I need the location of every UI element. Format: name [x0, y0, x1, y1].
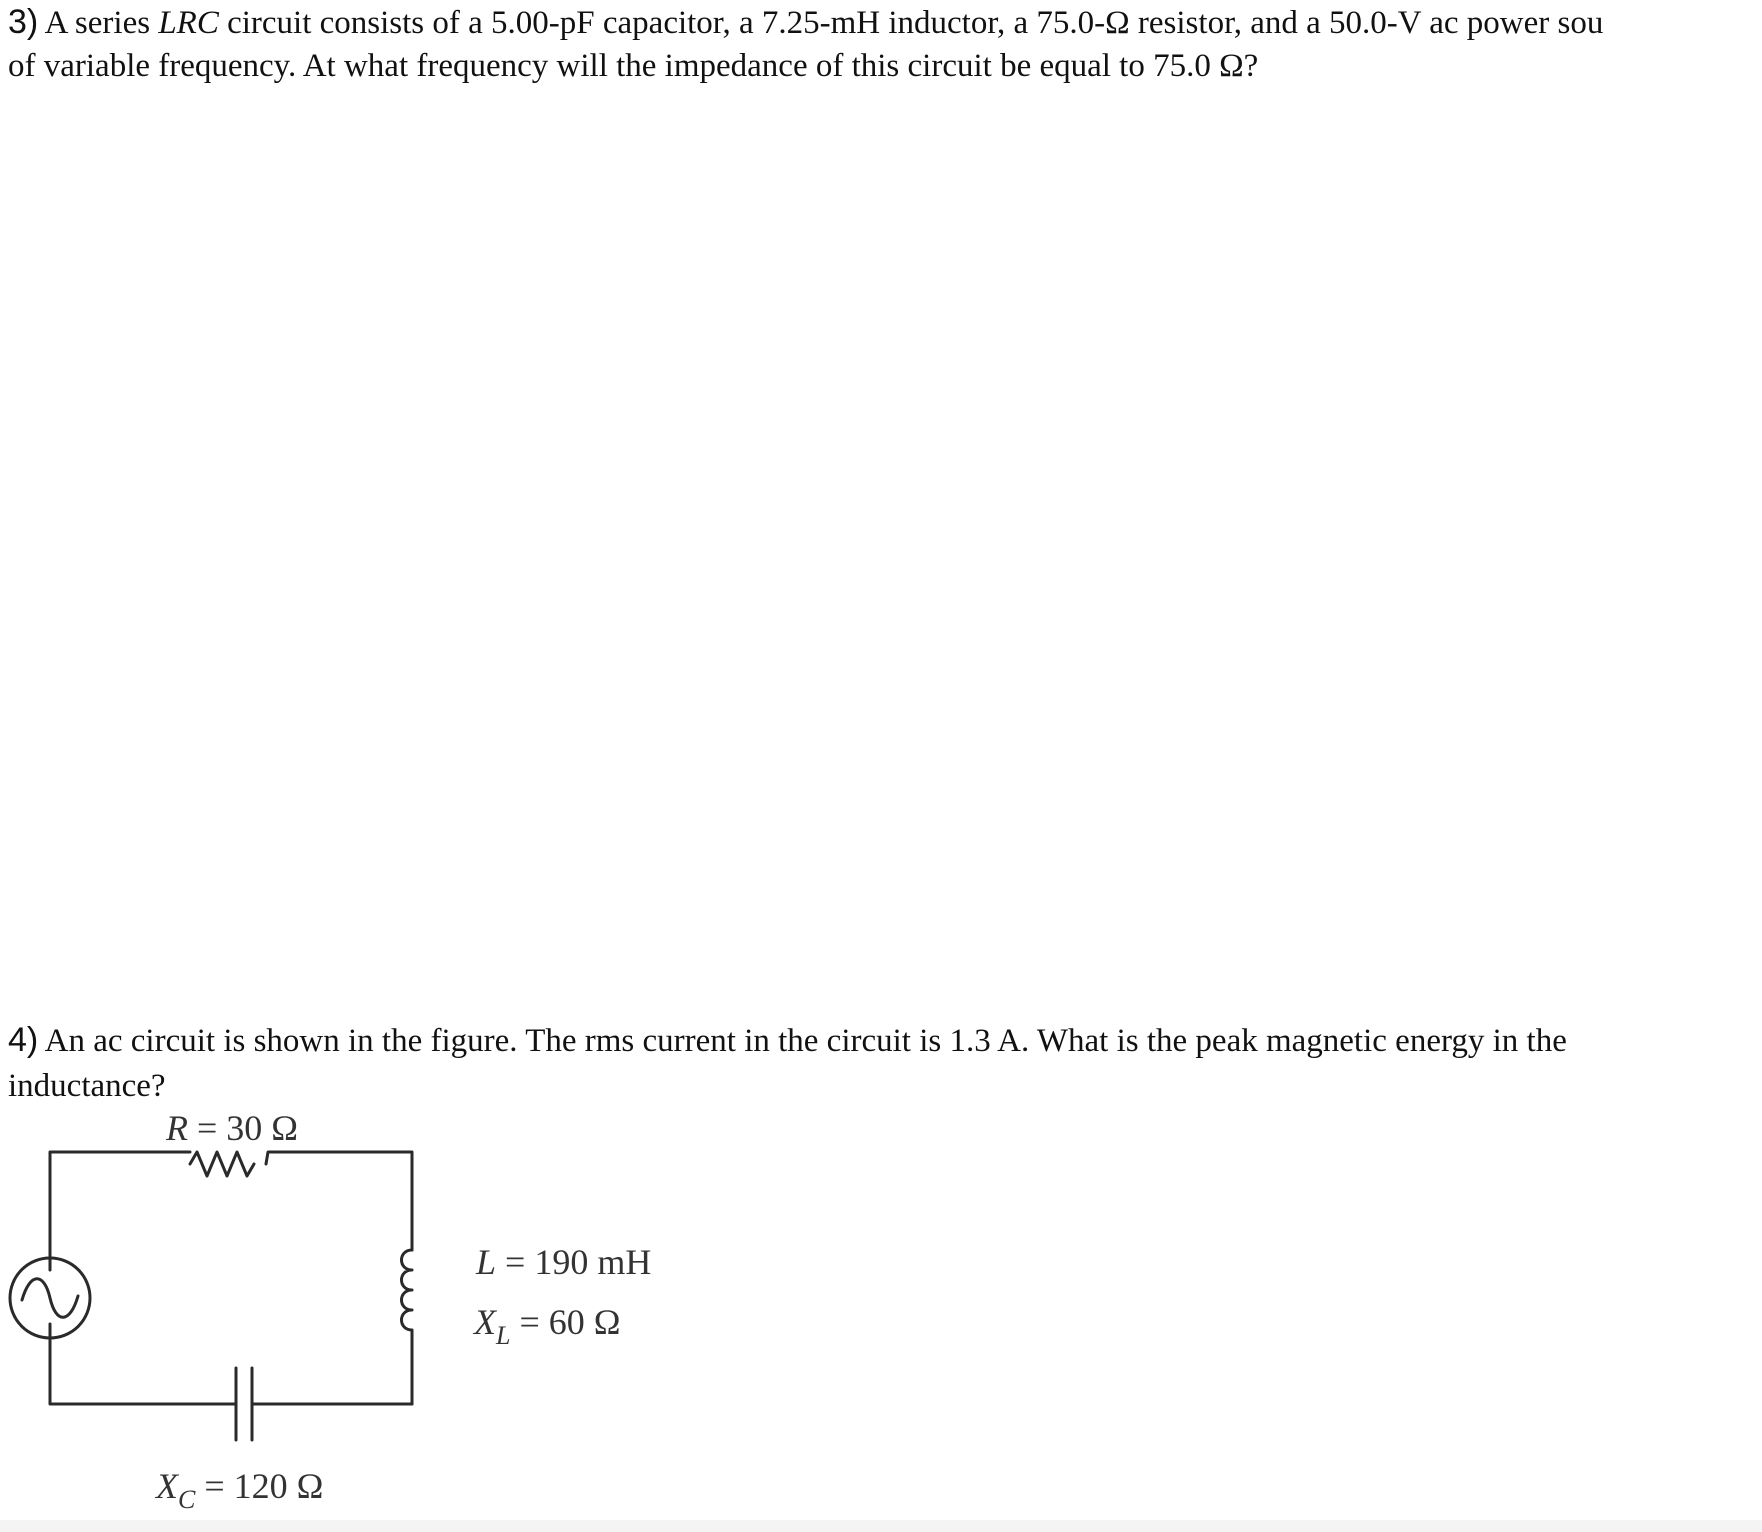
- ac-sine-icon: [22, 1279, 78, 1318]
- capacitive-reactance-symbol: X: [156, 1466, 178, 1506]
- inductive-reactance-subscript: L: [496, 1321, 511, 1350]
- resistor-value: = 30 Ω: [188, 1108, 299, 1148]
- question-3-number: 3): [8, 3, 39, 41]
- inductor-coil-icon: [402, 1250, 413, 1404]
- capacitive-reactance-label: [156, 1466, 323, 1520]
- question-4-number: 4): [8, 1021, 39, 1059]
- inductance-value: = 190 mH: [496, 1242, 652, 1282]
- question-4-text: An ac circuit is shown in the figure. The rms current in the circuit is 1.3 A. What is the peak magnetic energy in the: [38, 1023, 1567, 1059]
- bottom-wire-left: [50, 1324, 236, 1404]
- inductive-reactance-symbol: X: [474, 1302, 496, 1342]
- question-3-text-start: A series: [38, 5, 159, 41]
- capacitive-reactance-value: = 120 Ω: [195, 1466, 324, 1506]
- question-3-line-1: [8, 0, 1603, 46]
- resistor-symbol: R: [166, 1108, 188, 1148]
- question-4-line-1: [8, 1018, 1567, 1064]
- capacitive-reactance-subscript: C: [178, 1485, 196, 1514]
- question-4-line-2: inductance?: [8, 1068, 166, 1104]
- page-bottom-edge: [0, 1520, 1762, 1532]
- inductive-reactance-value: = 60 Ω: [510, 1302, 621, 1342]
- question-3-line-2: of variable frequency. At what frequency will the impedance of this circuit be equal to 75.0 Ω?: [8, 48, 1259, 84]
- resistor-label: [166, 1108, 298, 1148]
- inductance-symbol: L: [476, 1242, 497, 1282]
- inductive-reactance-label: [474, 1302, 621, 1356]
- lrc-term: LRC: [158, 5, 219, 41]
- top-wire-left: [50, 1152, 190, 1270]
- question-3-text-rest: circuit consists of a 5.00-pF capacitor, a 7.25-mH inductor, a 75.0-Ω resistor, and a 50.0-V ac power sou: [218, 5, 1604, 41]
- resistor-symbol-icon: [190, 1152, 254, 1176]
- circuit-diagram: [0, 1150, 460, 1450]
- top-wire-right: [266, 1152, 412, 1250]
- inductance-label: [476, 1242, 651, 1282]
